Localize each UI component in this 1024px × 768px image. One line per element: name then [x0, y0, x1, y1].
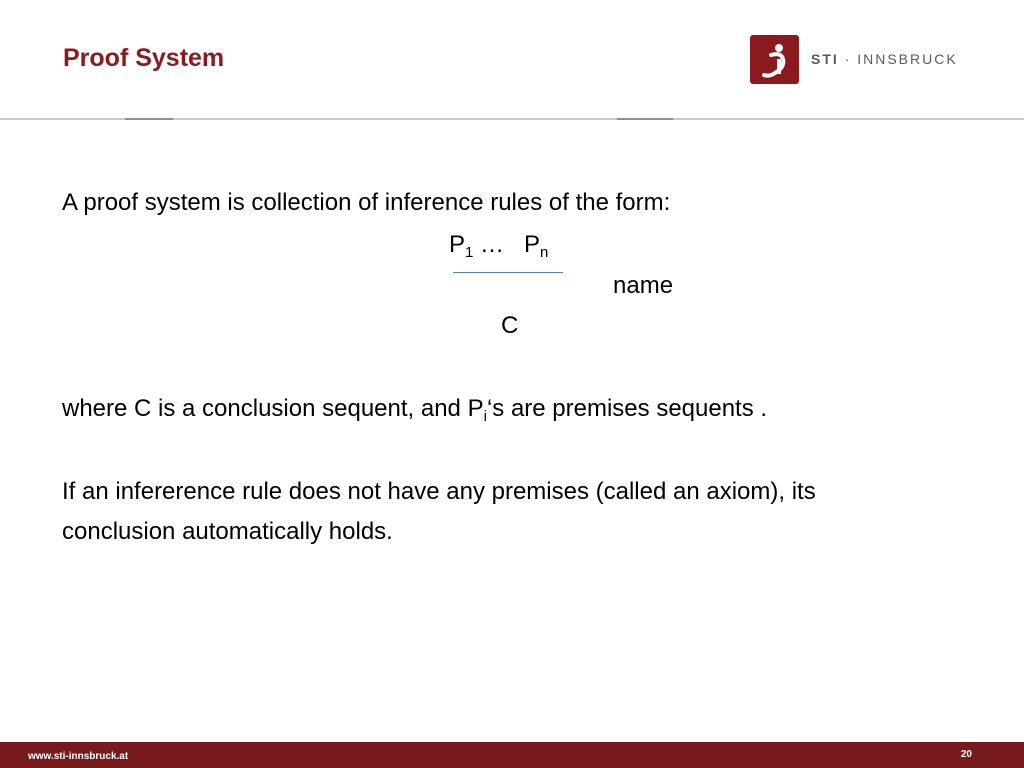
premise-pn-subscript: n: [540, 244, 549, 261]
premise-p1-subscript: 1: [465, 244, 474, 261]
explanation-part-1: where C is a conclusion sequent, and P: [62, 395, 484, 422]
logo-text-rest: · INNSBRUCK: [838, 51, 958, 67]
divider-accent: [125, 118, 173, 120]
intro-text: A proof system is collection of inference rules of the form:: [62, 189, 671, 216]
axiom-text-line-1: If an infererence rule does not have any premises (called an axiom), its: [62, 478, 816, 505]
inference-conclusion: C: [501, 312, 519, 339]
slide-title: Proof System: [63, 44, 225, 72]
sti-logo-icon: [750, 35, 799, 84]
explanation-subscript: i: [483, 408, 487, 425]
premises-explanation: [62, 395, 767, 431]
inference-premises: [449, 231, 548, 267]
page-number: 20: [960, 749, 972, 760]
footer-bar: [0, 742, 1024, 768]
logo-text: [811, 51, 958, 67]
logo-text-bold: STI: [811, 51, 839, 67]
divider-accent: [617, 118, 673, 120]
sti-innsbruck-logo: [750, 34, 958, 84]
axiom-text-line-2: conclusion automatically holds.: [62, 518, 393, 545]
premise-p1: P: [449, 231, 466, 258]
header-divider: [0, 118, 1024, 120]
footer-url: www.sti-innsbruck.at: [28, 751, 129, 762]
premise-dots: …: [473, 231, 525, 258]
inference-line: [453, 272, 563, 273]
rule-name: name: [613, 272, 674, 299]
explanation-part-2: ‘s are premises sequents .: [486, 395, 768, 422]
premise-pn: P: [524, 231, 541, 258]
